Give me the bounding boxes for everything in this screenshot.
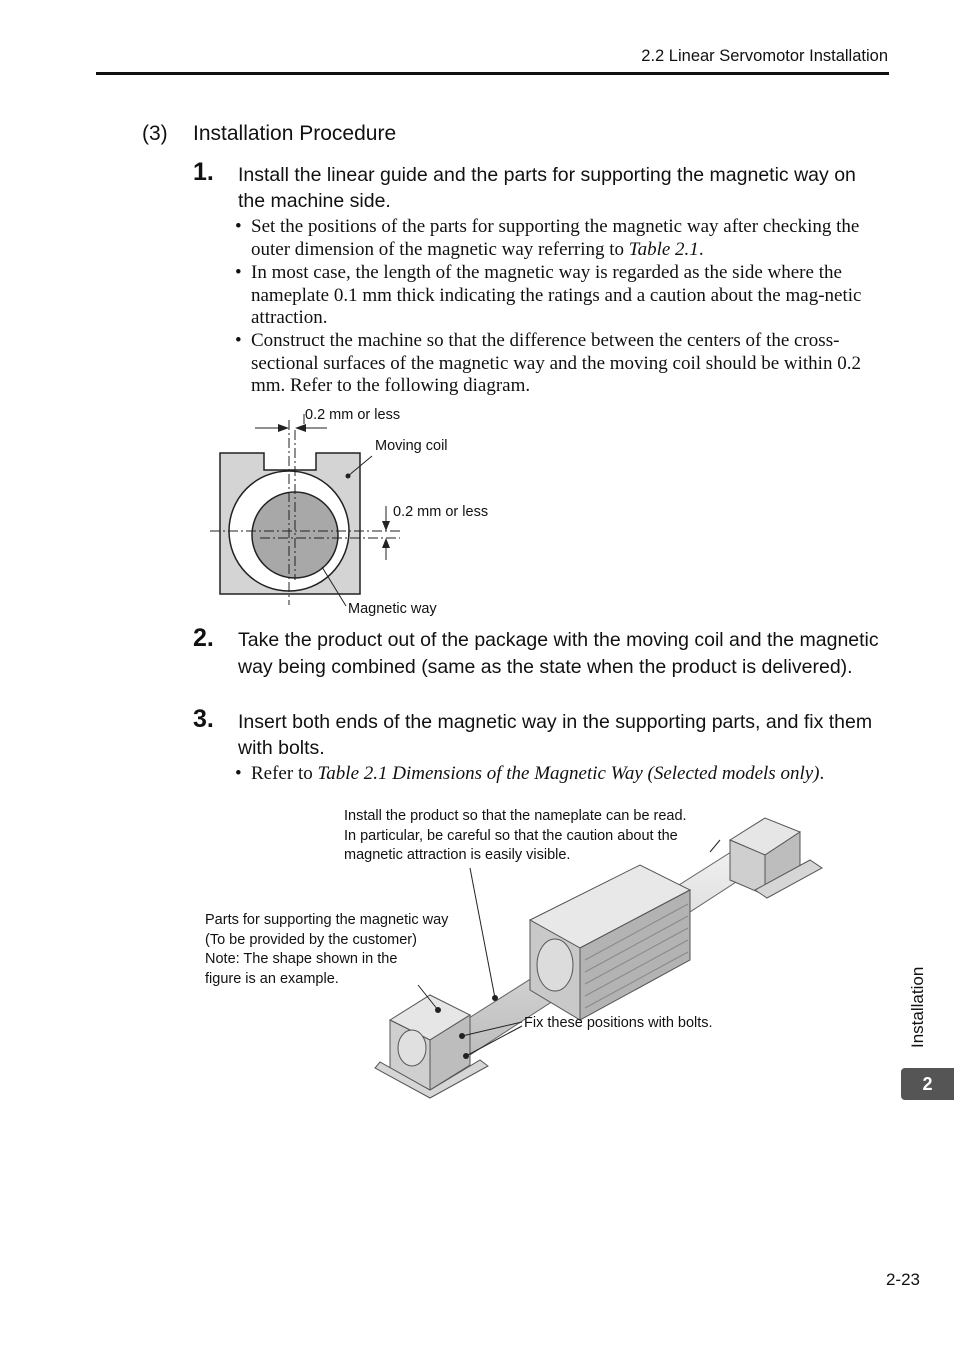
note-line: Parts for supporting the magnetic way bbox=[205, 912, 449, 928]
nameplate-note bbox=[344, 807, 687, 866]
note-line: In particular, be careful so that the caution about the bbox=[344, 827, 678, 844]
magnetic-way-label: Magnetic way bbox=[348, 601, 437, 617]
note-line: Note: The shape shown in the bbox=[205, 951, 398, 967]
step-text: Install the linear guide and the parts for supporting the magnetic way on the machine side. bbox=[238, 164, 856, 212]
table-reference: Table 2.1 Dimensions of the Magnetic Way (Selected models only) bbox=[317, 763, 820, 784]
chapter-tab-number: 2 bbox=[901, 1068, 954, 1100]
section-number: (3) bbox=[142, 122, 168, 145]
step-number: 3. bbox=[193, 705, 214, 733]
bullet-text: Construct the machine so that the difference between the centers of the cross-sectional surfaces of the magnetic way and the moving coil should be within 0.2 mm. Refer to the following diagram. bbox=[251, 330, 861, 396]
bullet-text-end: . bbox=[819, 763, 825, 784]
leader-line bbox=[470, 868, 495, 998]
bullet-text-end: . bbox=[698, 238, 704, 260]
bullet-text: In most case, the length of the magnetic way is regarded as the side where the nameplate 0.1 mm thick indicating the ratings and a caution about the mag-netic attraction. bbox=[251, 262, 862, 328]
bullet-item: • Construct the machine so that the difference between the centers of the cross-sectional surfaces of the magnetic way and the moving coil should be within 0.2 mm. Refer to the following diagram. bbox=[235, 330, 861, 396]
section-title: Installation Procedure bbox=[193, 122, 397, 145]
dimension-label: 0.2 mm or less bbox=[305, 407, 401, 423]
bullet-item: • In most case, the length of the magnetic way is regarded as the side where the nameplate 0.1 mm thick indicating the ratings and a caution about the mag-netic attraction. bbox=[235, 262, 862, 328]
bolts-note: Fix these positions with bolts. bbox=[524, 1015, 713, 1031]
bullet-item: • Refer to Table 2.1 Dimensions of the Magnetic Way (Selected models only). bbox=[235, 763, 825, 784]
moving-coil-label: Moving coil bbox=[375, 438, 448, 454]
note-line: magnetic attraction is easily visible. bbox=[344, 847, 571, 863]
step-number: 1. bbox=[193, 158, 214, 186]
step-number: 2. bbox=[193, 624, 214, 652]
support-parts-note bbox=[205, 911, 448, 989]
page-number: 2-23 bbox=[885, 1270, 920, 1289]
table-reference: Table 2.1 bbox=[628, 238, 699, 260]
arrow-head bbox=[278, 424, 289, 432]
dimension-label: 0.2 mm or less bbox=[393, 504, 489, 520]
note-line: (To be provided by the customer) bbox=[205, 931, 417, 948]
chapter-tab-label: Installation bbox=[908, 966, 927, 1048]
bullet-text: Refer to bbox=[251, 763, 318, 784]
step-text: Insert both ends of the magnetic way in the supporting parts, and fix them with bolts. bbox=[238, 711, 873, 759]
bullet-item: • Set the positions of the parts for supporting the magnetic way after checking the outer dimension of the magnetic way referring to Table 2.1. bbox=[235, 216, 860, 260]
note-line: figure is an example. bbox=[205, 970, 339, 987]
moving-coil-block bbox=[530, 865, 690, 1020]
step-text: Take the product out of the package with the moving coil and the magnetic way being combined (same as the state when the product is delivered). bbox=[238, 629, 879, 678]
arrow-head bbox=[382, 521, 390, 531]
bullet-text: Set the positions of the parts for supporting the magnetic way after checking the outer dimension of the magnetic way referring to bbox=[251, 216, 860, 260]
running-header: 2.2 Linear Servomotor Installation bbox=[641, 47, 888, 65]
section-heading bbox=[142, 122, 396, 146]
right-support-block bbox=[730, 818, 822, 898]
leader-line bbox=[710, 840, 720, 852]
arrow-head bbox=[382, 538, 390, 548]
header-rule bbox=[96, 72, 889, 75]
note-line: Install the product so that the nameplate can be read. bbox=[344, 808, 687, 824]
